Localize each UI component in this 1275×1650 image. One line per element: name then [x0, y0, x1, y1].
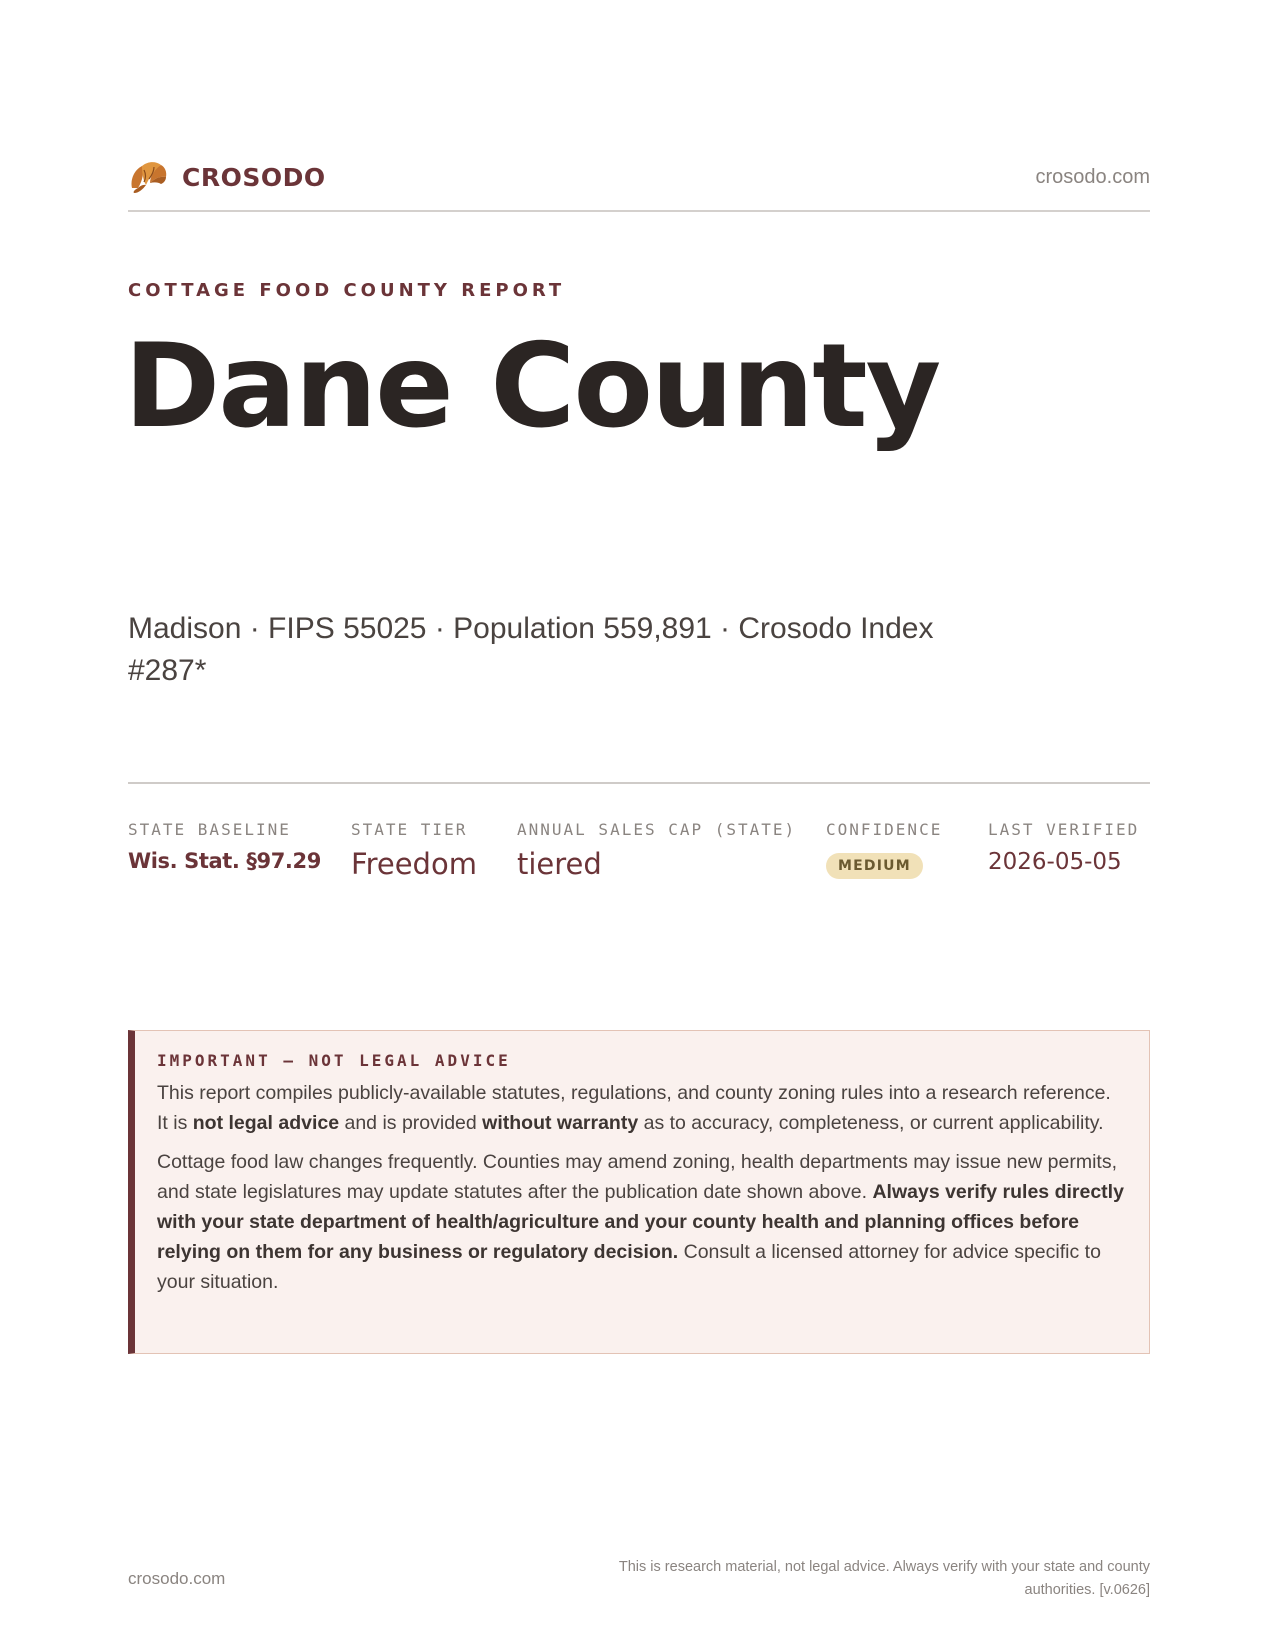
metric-label: STATE BASELINE: [128, 820, 291, 839]
metric-label: LAST VERIFIED: [988, 820, 1140, 839]
confidence-badge: MEDIUM: [826, 853, 923, 879]
metric-value: Wis. Stat. §97.29: [128, 849, 321, 873]
croissant-icon: [128, 158, 168, 196]
divider: [128, 782, 1150, 784]
metric-label: ANNUAL SALES CAP (STATE): [517, 820, 797, 839]
site-link[interactable]: crosodo.com: [1035, 166, 1150, 188]
county-subtitle: Madison · FIPS 55025 · Population 559,891 · Crosodo Index #287*: [128, 612, 934, 687]
brand[interactable]: [128, 158, 326, 196]
metric-label: CONFIDENCE: [826, 820, 943, 839]
footer-disclaimer: This is research material, not legal advice. Always verify with your state and county authorities. [v.0626]: [618, 1559, 1150, 1598]
metric-value: tiered: [517, 847, 602, 881]
legal-notice: [128, 1030, 1150, 1354]
metric-state-tier: [351, 820, 477, 881]
page-header: [128, 158, 1150, 212]
metric-label: STATE TIER: [351, 820, 468, 839]
metric-annual-sales-cap: [517, 820, 796, 881]
metric-last-verified: [988, 820, 1139, 875]
report-kicker: COTTAGE FOOD COUNTY REPORT: [128, 280, 566, 301]
metric-value: 2026-05-05: [988, 849, 1122, 875]
notice-paragraph-1: This report compiles publicly-available statutes, regulations, and county zoning rules into a research reference. It is not legal advice and is provided without warranty as to accuracy, completeness, or current applicability.: [157, 1082, 1111, 1134]
metric-confidence: [826, 820, 942, 879]
notice-paragraph-2: Cottage food law changes frequently. Counties may amend zoning, health departments may issue new permits, and state legislatures may update statutes after the publication date shown above. Always verify rules directly with your state department of health/agriculture and your county health and planning offices before relying on them for any business or regulatory decision. Consult a licensed attorney for advice specific to your situation.: [157, 1151, 1124, 1293]
footer-site-link[interactable]: crosodo.com: [128, 1569, 226, 1588]
notice-heading: IMPORTANT — NOT LEGAL ADVICE: [157, 1051, 511, 1070]
metric-state-baseline: [128, 820, 321, 873]
brand-name: CROSODO: [182, 162, 326, 192]
page-title: Dane County: [124, 319, 940, 454]
metric-value: Freedom: [351, 847, 477, 881]
